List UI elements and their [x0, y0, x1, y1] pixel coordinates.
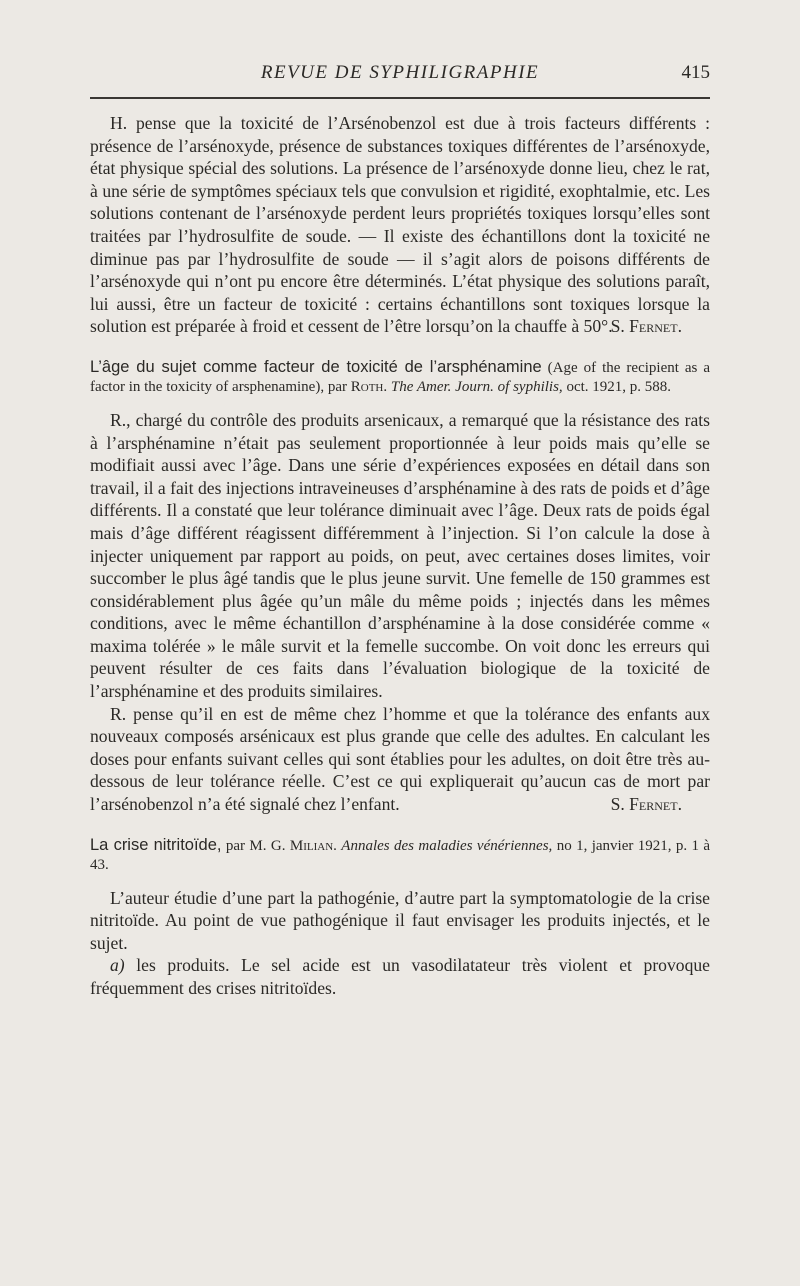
article3-paragraph-1: L’auteur étudie d’une part la pathogénie, d’autre part la symptomatologie de la crise nitritoïde. Au point de vue pathogénique il faut envisager les produits injectés, et le sujet. [90, 887, 710, 953]
article2-title: L’âge du sujet comme facteur de toxicité de l’arsphénamine [90, 357, 542, 376]
article2-paragraph-1: R., chargé du contrôle des produits arsenicaux, a remarqué que la résistance des rats à l’arsphénamine n’était pas seulement proportionnée à leur poids mais qu’elle se modifiait aussi avec l’âge. Dans une série d’expériences exposées en détail dans son travail, il a fait des injections intraveineuses d’arsphénamine à des rats de poids et d’âge différents. Il a constaté que leur tolérance diminuait avec l’âge. Deux rats de poids égal mais d’âge différent réagissent différemment à l’injection. Si l’on calcule la dose à injecter uniquement par rapport au poids, on peut, avec certaines doses limites, voir succomber le plus âgé tandis que le plus jeune survit. Une femelle de 150 grammes est considérablement plus âgée qu’un mâle du même poids ; injectés dans les mêmes conditions, avec le même échantillon d’arsphénamine à la dose considérée comme « maxima tolérée » le mâle survit et la femelle succombe. On voit donc les erreurs qui peuvent résulter de ces faits dans l’évaluation biologique de la toxicité de l’arsphénamine et des produits similaires. [90, 409, 710, 702]
article3-body [90, 887, 710, 1000]
article1-signature: S. Fernet. [610, 316, 682, 337]
article2-signature: S. Fernet. [610, 794, 682, 815]
item-a-text: les produits. Le sel acide est un vasodilatateur très violent et provoque fréquemment des crises nitritoïdes. [90, 955, 710, 998]
header-rule [90, 97, 710, 99]
article3-heading [90, 836, 710, 875]
article3-title: La crise nitritoïde, [90, 835, 222, 854]
page-number: 415 [681, 62, 710, 83]
article3-item-a [90, 954, 710, 999]
item-a-label: a) [110, 955, 125, 976]
article3-by: par M. G. [225, 837, 286, 854]
running-title: REVUE DE SYPHILIGRAPHIE [260, 62, 540, 83]
article2-journal: The Amer. Journ. of syphilis, [390, 378, 563, 395]
article1-body: H. pense que la toxicité de l’Arsénobenzol est due à trois facteurs différents : présence de l’arsénoxyde, présence de substances toxiques différentes de l’arsénoxyde, état physique spécial des solutions. La présence de l’arsénoxyde donne lieu, chez le rat, à une série de symptômes spéciaux tels que convulsion et rigidité, exophtalmie, etc. Les solutions contenant de l’arsénoxyde perdent leurs propriétés toxiques lorsqu’elles sont traitées par l’hydrosulfite de soude. — Il existe des échantillons dont la toxicité ne diminue pas par l’hydrosulfite de soude — il s’agit alors de poisons différents de l’arsénoxyde qui n’ont pu encore être déterminés. L’état physique des solutions paraît, lui aussi, être un facteur de toxicité : certains échantillons sont toxiques lorsque la solution est préparée à froid et cessent de l’être lorsqu’on la chauffe à 50°. [90, 113, 710, 337]
article2-date: oct. 1921, p. 588. [566, 378, 672, 395]
page-text [90, 112, 710, 1000]
running-head [90, 62, 710, 92]
article3-issue: no 1, janvier 1921, p. 1 à 43. [90, 837, 711, 873]
article3-author: Milian. [289, 837, 337, 854]
article2-english-title: (Age of the recipient as a factor in the toxicity of arsphenamine), par [90, 359, 711, 395]
article2-paragraph-2: R. pense qu’il en est de même chez l’homme et que la tolérance des enfants aux nouveaux composés arsénicaux est plus grande que celle des adultes. En calculant les doses pour enfants suivant celles qui sont établies pour les adultes, on doit être très au-dessous de leur tolérance réelle. C’est ce qui expliquerait qu’aucun cas de mort par l’arsénobenzol n’a été signalé chez l’enfant. [90, 703, 710, 815]
article2-author: Roth. [350, 378, 388, 395]
article2-body [90, 409, 710, 816]
article3-journal: Annales des maladies vénériennes, [341, 837, 553, 854]
article2-heading [90, 358, 710, 397]
